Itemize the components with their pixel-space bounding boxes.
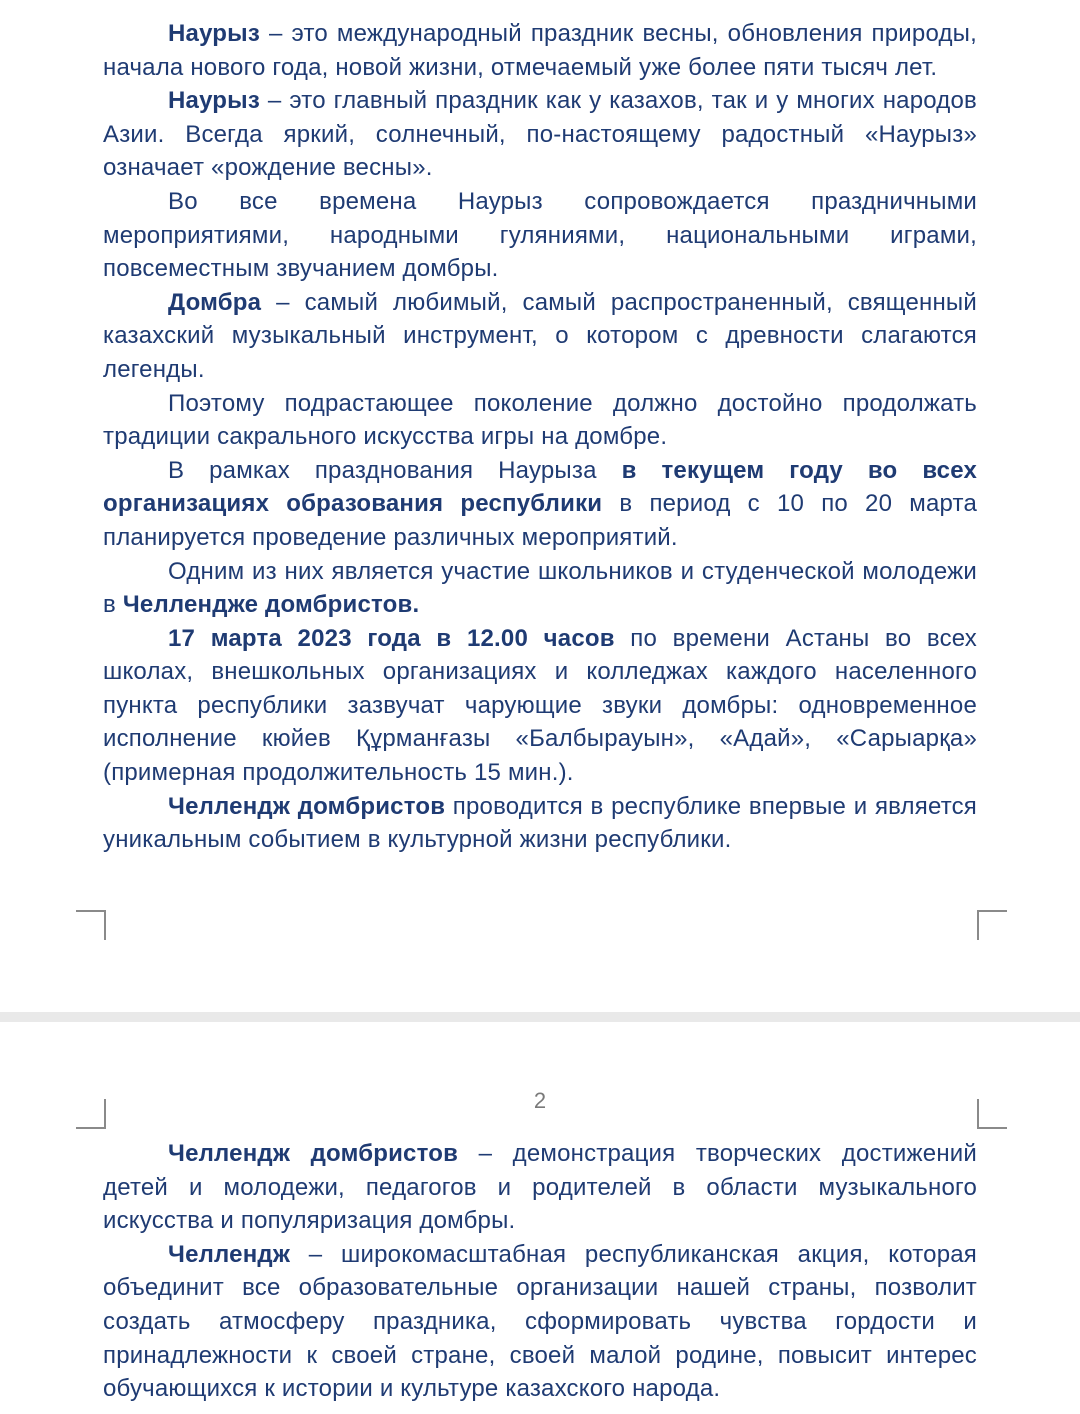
page-number: 2 — [533, 1088, 547, 1113]
page-1-body-text — [103, 17, 977, 857]
bold-text-run: Наурыз — [168, 20, 260, 47]
bold-text-run: Челлендже домбристов. — [122, 591, 420, 619]
text-run: – это главный праздник как у казахов, так и у многих народов Азии. Всегда яркий, солнечный, по-настоящему радостный «Наурыз» означает «рождение весны». — [103, 87, 977, 182]
text-run: проводится в республике впервые и является уникальным событием в культурной жизни республики. — [103, 792, 978, 854]
text-run: в период с 10 по 20 марта планируется проведение различных мероприятий. — [103, 490, 977, 551]
bold-text-run: Домбра — [168, 288, 262, 316]
text-run: Одним из них является участие школьников и студенческой молодежи в — [103, 557, 977, 619]
margin-corner-top-right — [977, 1099, 1007, 1129]
page-2-body-text — [103, 1137, 977, 1406]
text-run: – демонстрация творческих достижений детей и молодежи, педагогов и родителей в области музыкального искусства и популяризация домбры. — [103, 1140, 978, 1235]
bold-text-run: Челлендж — [168, 1240, 291, 1268]
text-run: В рамках празднования Наурыза — [168, 456, 622, 484]
paragraph — [103, 387, 977, 454]
text-run: – самый любимый, самый распространенный, священный казахский музыкальный инструмент, о котором с древности слагаются легенды. — [103, 288, 977, 383]
text-run: – это международный праздник весны, обновления природы, начала нового года, новой жизни, отмечаемый уже более пяти тысяч лет. — [103, 20, 977, 81]
text-run: – широкомасштабная республиканская акция, которая объединит все образовательные организации нашей страны, позволит создать атмосферу праздника, сформировать чувства гордости и принадлежности к своей стране, своей малой родине, повысит интерес обучающихся к истории и культуре казахского народа. — [103, 1240, 977, 1403]
paragraph — [103, 1137, 977, 1238]
bold-text-run: Челлендж домбристов — [168, 1140, 459, 1167]
text-run: Поэтому подрастающее поколение должно достойно продолжать традиции сакрального искусства игры на домбре. — [103, 389, 977, 451]
document-page-2 — [0, 1022, 1080, 1414]
bold-text-run: 17 марта 2023 года в 12.00 часов — [168, 624, 615, 652]
paragraph — [103, 1238, 977, 1406]
text-run: Во все времена Наурыз сопровождается праздничными мероприятиями, народными гуляниями, национальными играми, повсеместным звучанием домбры. — [103, 187, 977, 283]
bold-text-run: в текущем году во всех организациях образования республики — [103, 456, 977, 518]
text-run: по времени Астаны во всех школах, внешкольных организациях и колледжах каждого населенного пункта республики зазвучат чарующие звуки домбры: одновременное исполнение кюйев Құрманғазы «Балбырауын», «Адай», «Сарыарқа» (примерная продолжительность 15 мин.). — [103, 624, 977, 787]
paragraph — [103, 622, 977, 790]
bold-text-run: Наурыз — [168, 87, 260, 115]
paragraph — [103, 17, 977, 84]
paragraph — [103, 555, 977, 622]
page-separator — [0, 1012, 1080, 1022]
margin-corner-top-left — [76, 1099, 106, 1129]
paragraph — [103, 790, 977, 857]
bold-text-run: Челлендж домбристов — [168, 792, 446, 820]
paragraph — [103, 185, 977, 286]
margin-corner-bottom-left — [76, 910, 106, 940]
margin-corner-bottom-right — [977, 910, 1007, 940]
paragraph — [103, 286, 977, 387]
paragraph — [103, 84, 977, 185]
paragraph — [103, 454, 977, 555]
